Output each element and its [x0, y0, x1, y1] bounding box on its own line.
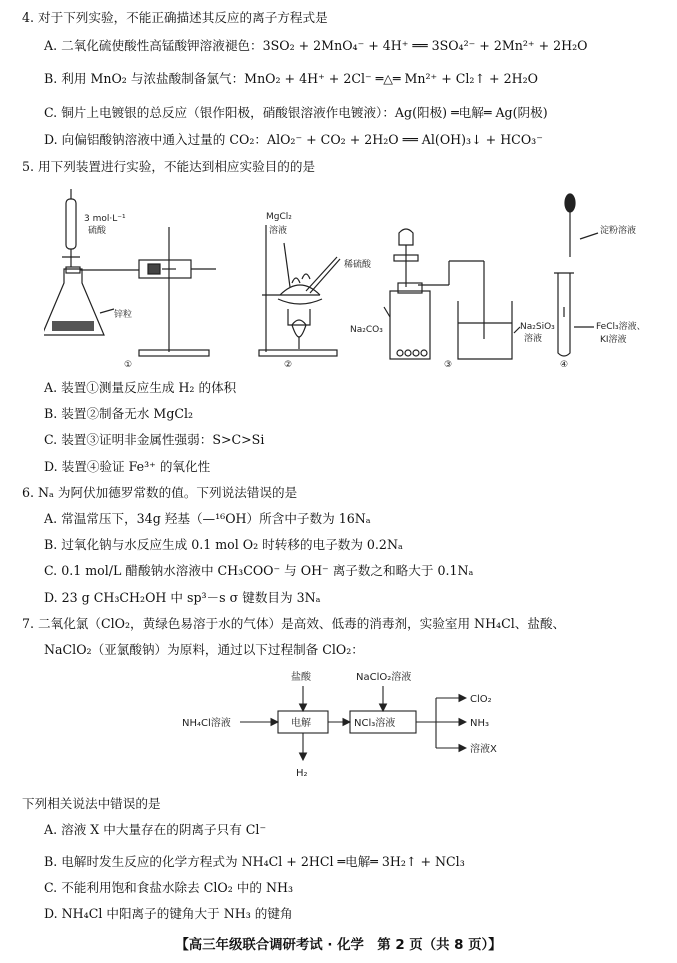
question-4-option-d: D. 向偏铝酸钠溶液中通入过量的 CO₂：AlO₂⁻ + CO₂ + 2H₂O ══ Al(OH)₃↓ + HCO₃⁻	[44, 132, 543, 147]
label-mgcl2-solution: 溶液	[269, 226, 288, 236]
apparatus-figure	[44, 187, 666, 370]
question-4-option-c: C. 铜片上电镀银的总反应（银作阳极，硝酸银溶液作电镀液）：Ag(阳极) ═电解═ Ag(阴极)	[44, 105, 548, 120]
question-6-stem: 6. Nₐ 为阿伏加德罗常数的值。下列说法错误的是	[22, 485, 298, 500]
label-sulfuric-acid: 硫酸	[88, 226, 107, 236]
label-na2sio3-solution: 溶液	[524, 334, 543, 344]
apparatus-3	[384, 229, 520, 359]
flow-label-clo2: ClO₂	[470, 694, 492, 705]
label-number-2: ②	[284, 360, 293, 370]
question-5-stem: 5. 用下列装置进行实验，不能达到相应实验目的的是	[22, 159, 316, 174]
flow-label-h2: H₂	[296, 768, 308, 779]
question-7-option-a: A. 溶液 X 中大量存在的阴离子只有 Cl⁻	[44, 822, 267, 837]
flow-label-nh4cl: NH₄Cl溶液	[182, 718, 231, 729]
apparatus-2	[259, 225, 340, 356]
label-acid-concentration: 3 mol·L⁻¹	[84, 214, 126, 224]
question-7-prompt: 下列相关说法中错误的是	[22, 796, 161, 811]
label-fecl3: FeCl₃溶液、	[596, 322, 646, 332]
process-flow-diagram	[178, 668, 518, 788]
question-6-option-c: C. 0.1 mol/L 醋酸钠水溶液中 CH₃COO⁻ 与 OH⁻ 离子数之和略大于 0.1Nₐ	[44, 563, 474, 578]
label-starch: 淀粉溶液	[600, 226, 637, 236]
question-7-stem-line2: NaClO₂（亚氯酸钠）为原料，通过以下过程制备 ClO₂：	[44, 642, 364, 657]
label-number-3: ③	[444, 360, 453, 370]
question-4-stem: 4. 对于下列实验，不能正确描述其反应的离子方程式是	[22, 10, 328, 25]
question-7-option-d: D. NH₄Cl 中阳离子的键角大于 NH₃ 的键角	[44, 906, 293, 921]
question-4-option-a: A. 二氧化硫使酸性高锰酸钾溶液褪色：3SO₂ + 2MnO₄⁻ + 4H⁺ ══ 3SO₄²⁻ + 2Mn²⁺ + 2H₂O	[44, 38, 588, 53]
question-5-option-b: B. 装置②制备无水 MgCl₂	[44, 406, 194, 421]
question-4-option-b: B. 利用 MnO₂ 与浓盐酸制备氯气：MnO₂ + 4H⁺ + 2Cl⁻ ═△═ Mn²⁺ + Cl₂↑ + 2H₂O	[44, 71, 538, 86]
flow-label-nh3: NH₃	[470, 718, 490, 729]
page-footer: 【高三年级联合调研考试 · 化学 第 2 页（共 8 页）】	[175, 938, 502, 953]
flow-label-naclo2: NaClO₂溶液	[356, 672, 412, 683]
question-6-option-a: A. 常温常压下，34g 羟基（—¹⁶OH）所含中子数为 16Nₐ	[44, 511, 371, 526]
flow-label-hcl: 盐酸	[291, 672, 311, 683]
question-5-option-d: D. 装置④验证 Fe³⁺ 的氧化性	[44, 459, 211, 474]
label-na2co3: Na₂CO₃	[350, 325, 383, 335]
question-6-option-d: D. 23 g CH₃CH₂OH 中 sp³－s σ 键数目为 3Nₐ	[44, 590, 321, 605]
question-7-option-c: C. 不能利用饱和食盐水除去 ClO₂ 中的 NH₃	[44, 880, 294, 895]
label-ki: KI溶液	[600, 335, 627, 345]
label-zinc: 锌粒	[114, 310, 133, 320]
label-number-1: ①	[124, 360, 133, 370]
label-na2sio3: Na₂SiO₃	[520, 322, 555, 332]
question-7-option-b: B. 电解时发生反应的化学方程式为 NH₄Cl + 2HCl ═电解═ 3H₂↑ + NCl₃	[44, 854, 465, 869]
flow-label-ncl3: NCl₃溶液	[354, 718, 396, 729]
question-5-option-c: C. 装置③证明非金属性强弱：S>C>Si	[44, 432, 265, 447]
label-mgcl2: MgCl₂	[266, 212, 292, 222]
flow-label-electrolysis: 电解	[291, 718, 311, 729]
label-dilute-sulfuric: 稀硫酸	[344, 260, 372, 270]
label-number-4: ④	[560, 360, 569, 370]
apparatus-4	[554, 194, 598, 356]
flow-label-solution-x: 溶液X	[470, 744, 497, 755]
question-7-stem-line1: 7. 二氧化氯（ClO₂，黄绿色易溶于水的气体）是高效、低毒的消毒剂，实验室用 NH₄Cl、盐酸、	[22, 616, 566, 631]
question-6-option-b: B. 过氧化钠与水反应生成 0.1 mol O₂ 时转移的电子数为 0.2Nₐ	[44, 537, 403, 552]
question-5-option-a: A. 装置①测量反应生成 H₂ 的体积	[44, 380, 237, 395]
